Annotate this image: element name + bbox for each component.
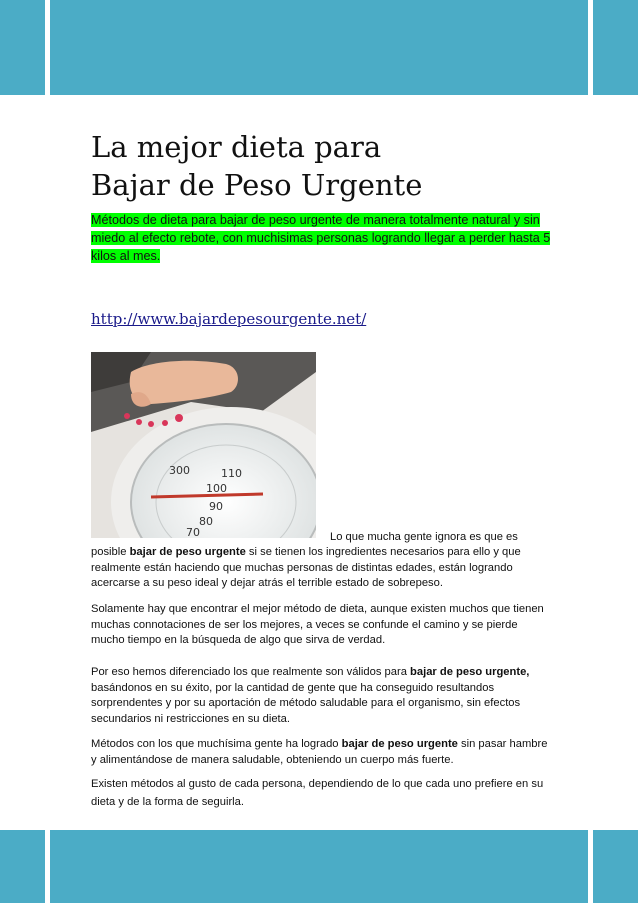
title-line-1: La mejor dieta para [91,130,382,164]
svg-text:70: 70 [186,526,200,538]
paragraph-2: Solamente hay que encontrar el mejor método de dieta, aunque existen muchos que tienen muchas connotaciones de ser los mejores, a veces se confunde el camino y se pierde mucho tiempo en la búsqueda de algo que sirva de verdad. [91,603,544,646]
page-title [91,128,551,204]
bathroom-scale-feet-icon [91,352,316,538]
title-line-2: Bajar de Peso Urgente [91,168,423,202]
svg-text:300: 300 [169,464,190,477]
scale-photo [91,352,316,538]
caption-text: Lo que mucha gente ignora es que es [330,531,518,543]
svg-text:110: 110 [221,467,242,480]
svg-text:80: 80 [199,515,213,528]
subtitle-text: Métodos de dieta para bajar de peso urgente de manera totalmente natural y sin miedo al efecto rebote, con muchisimas personas logrando llegar a perder hasta 5 kilos al mes. [91,213,551,263]
paragraph-1: posible bajar de peso urgente si se tienen los ingredientes necesarios para ello y que realmente están haciendo que muchas personas de distintas edades, están logrando acercarse a su peso ideal y dejar atrás el terrible estado de sobrepeso. [91,546,521,589]
paragraph-3: Por eso hemos diferenciado los que realmente son válidos para bajar de peso urgente, basándonos en su éxito, por la cantidad de gente que ha conseguido resultandos sorprendentes y por su aportación de método saludable para el organismo, sin efectos secundarios ni restricciones en su dieta. [91,666,530,725]
footer-band [0,830,638,903]
header-band [0,0,638,95]
margin-line-right [588,0,593,903]
svg-text:100: 100 [206,482,227,495]
subtitle [91,211,551,265]
margin-line-left [45,0,50,903]
paragraph-4: Métodos con los que muchísima gente ha logrado bajar de peso urgente sin pasar hambre y alimentándose de manera saludable, obteniendo un cuerpo más fuerte. [91,738,548,766]
paragraph-5: Existen métodos al gusto de cada persona, dependiendo de lo que cada uno prefiere en su dieta y de la forma de seguirla. [91,778,544,808]
svg-text:90: 90 [209,500,223,513]
site-link[interactable]: http://www.bajardepesourgente.net/ [91,310,367,328]
